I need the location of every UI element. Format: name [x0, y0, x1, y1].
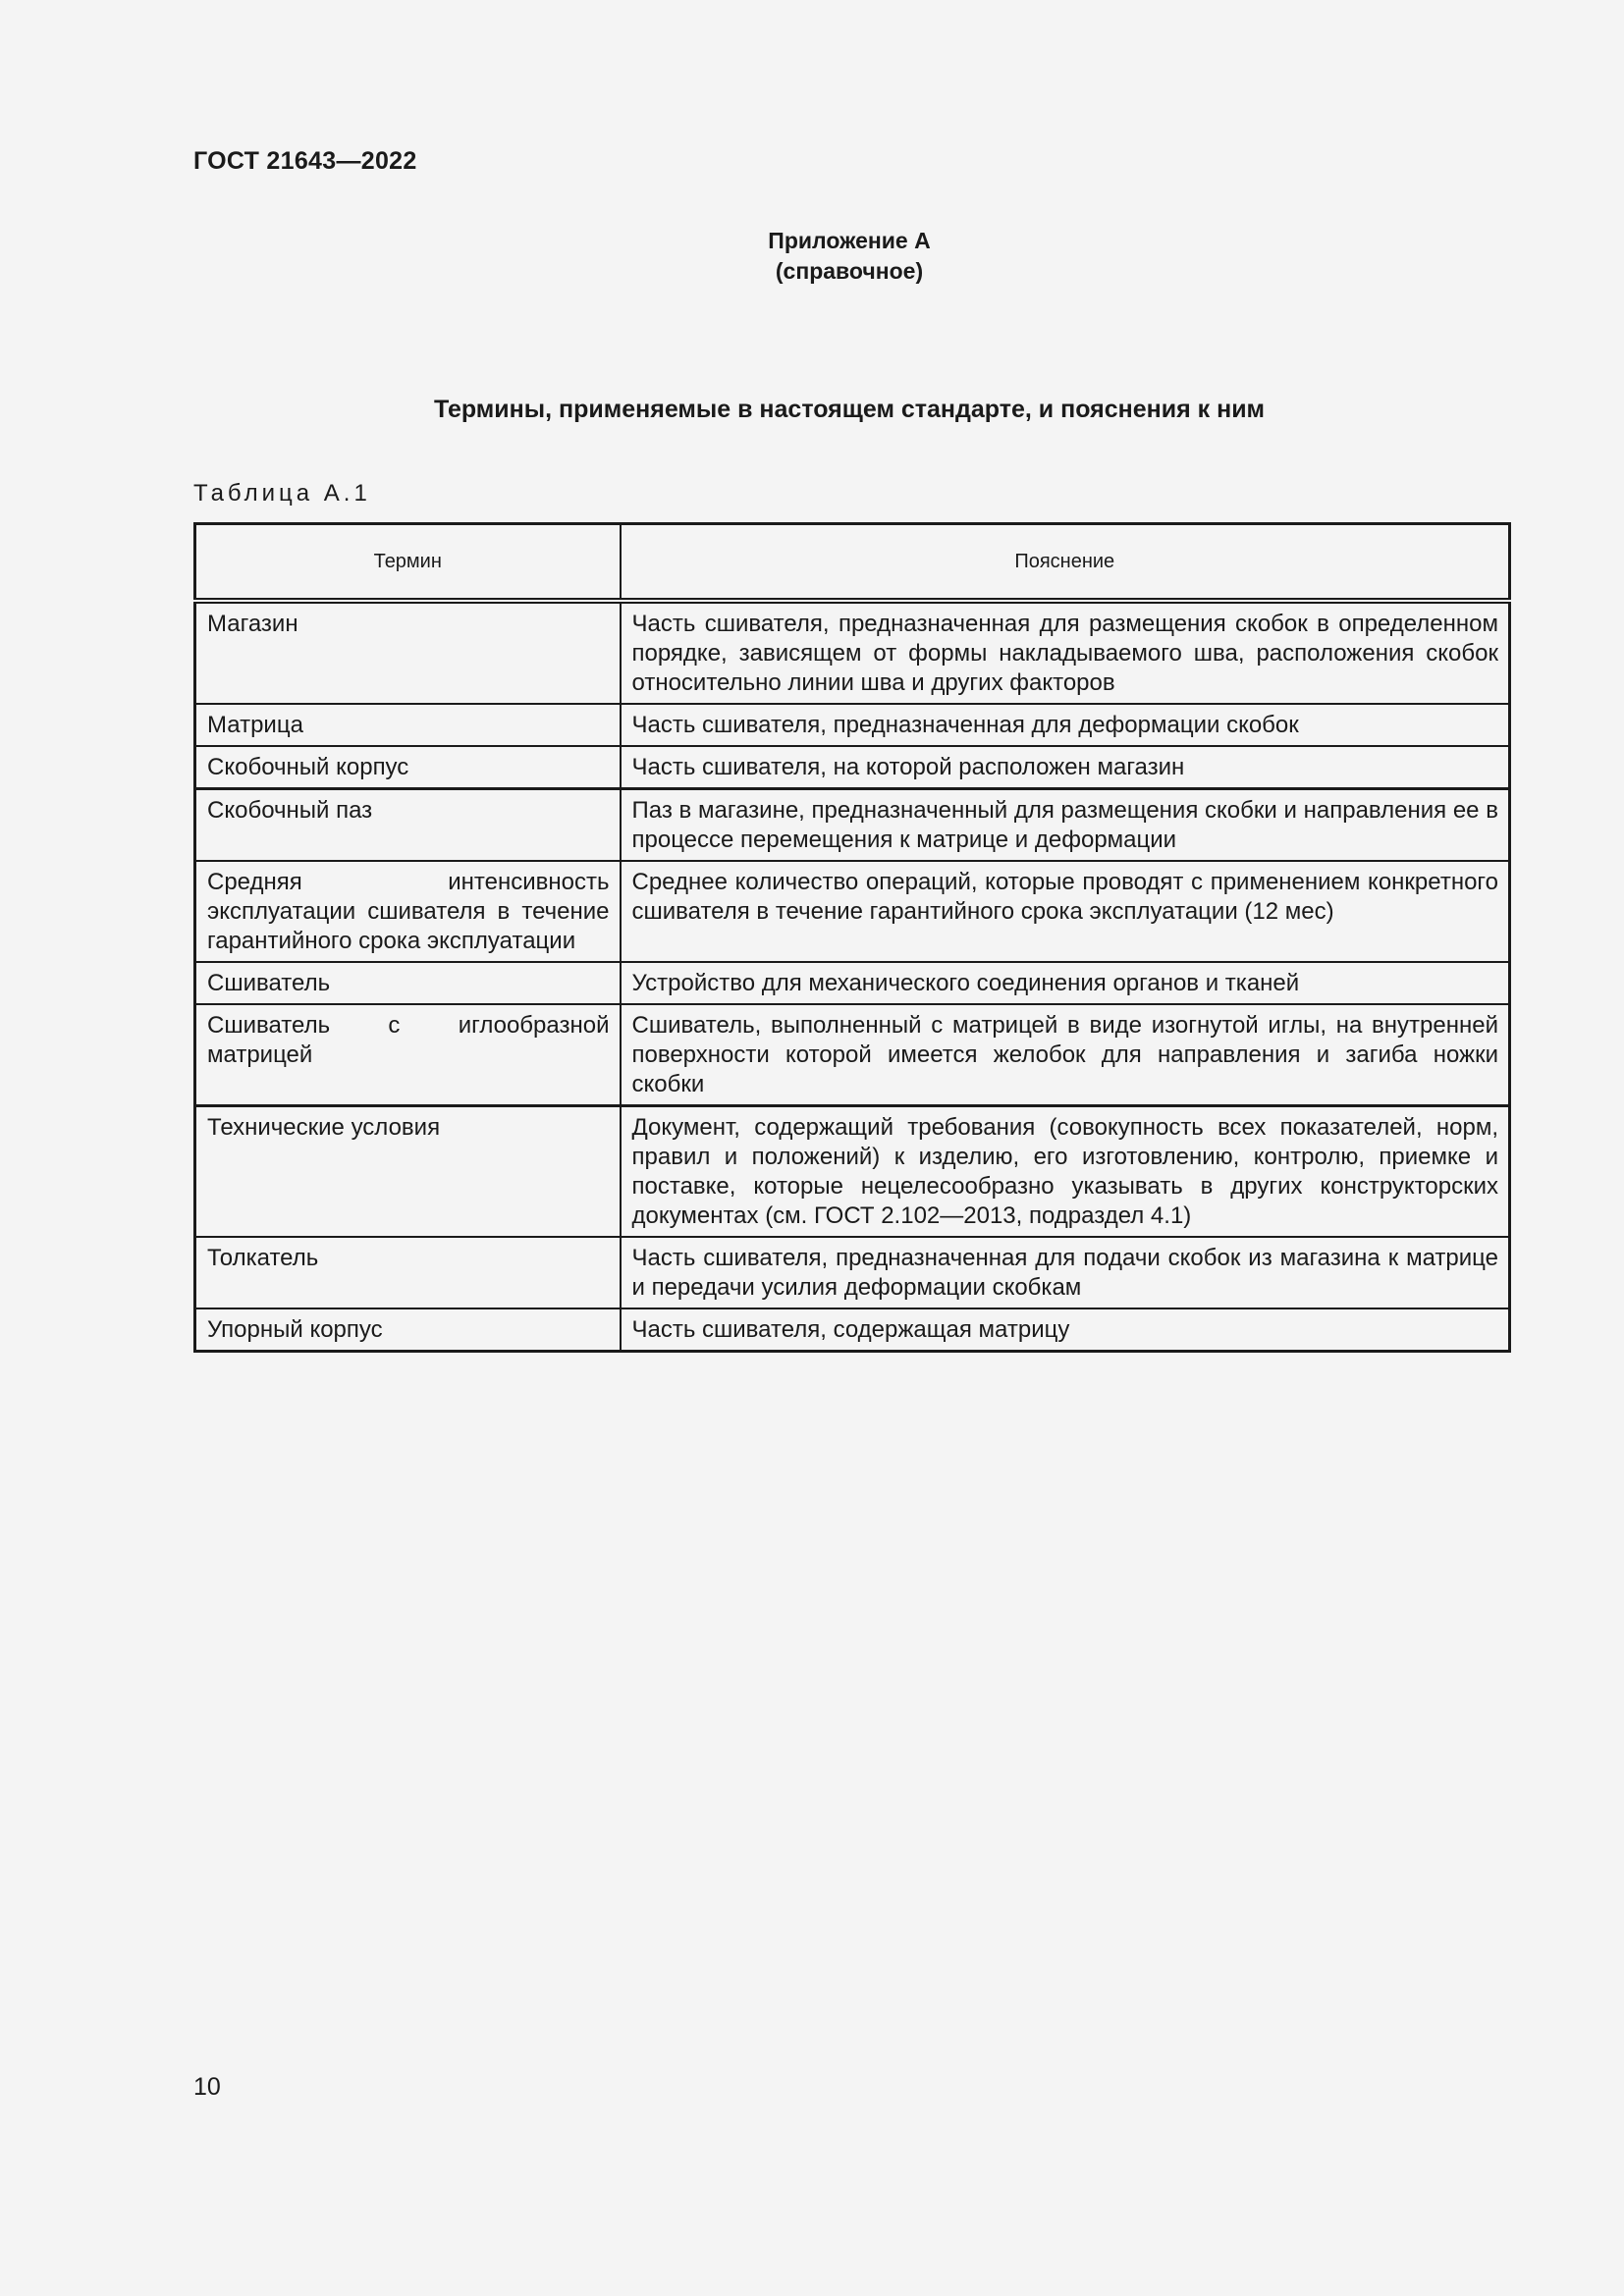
- document-id: ГОСТ 21643—2022: [193, 147, 417, 175]
- term-cell: Сшиватель: [195, 962, 621, 1004]
- table-row: [195, 789, 1510, 862]
- term-cell: Сшиватель с иглообразной матрицей: [195, 1004, 621, 1106]
- explanation-cell: Часть сшивателя, предназначенная для размещения скобок в определенном порядке, зависящем от формы накладываемого шва, расположения скобок относительно линии шва и других факторов: [621, 601, 1510, 704]
- section-title: Термины, применяемые в настоящем стандарте, и пояснения к ним: [433, 396, 1266, 423]
- table-caption: Таблица А.1: [193, 480, 371, 507]
- table-row: [195, 1106, 1510, 1238]
- table-row: [195, 1237, 1510, 1308]
- explanation-cell: Часть сшивателя, предназначенная для деформации скобок: [621, 704, 1510, 746]
- explanation-cell: Часть сшивателя, предназначенная для подачи скобок из магазина к матрице и передачи усилия деформации скобкам: [621, 1237, 1510, 1308]
- table-row: [195, 601, 1510, 704]
- explanation-cell: Часть сшивателя, на которой расположен магазин: [621, 746, 1510, 789]
- explanation-cell: Устройство для механического соединения органов и тканей: [621, 962, 1510, 1004]
- table-row: [195, 746, 1510, 789]
- term-cell: Упорный корпус: [195, 1308, 621, 1352]
- table-header-row: [195, 524, 1510, 602]
- term-cell: Магазин: [195, 601, 621, 704]
- explanation-cell: Документ, содержащий требования (совокупность всех показателей, норм, правил и положений) к изделию, его изготовлению, контролю, приемке и поставке, которые нецелесообразно указывать в других конструкторских документах (см. ГОСТ 2.102—2013, подраздел 4.1): [621, 1106, 1510, 1238]
- term-cell: Матрица: [195, 704, 621, 746]
- column-header-term: Термин: [195, 524, 621, 602]
- appendix-heading: [0, 226, 1624, 287]
- term-cell: Скобочный корпус: [195, 746, 621, 789]
- table-row: [195, 962, 1510, 1004]
- table-row: [195, 861, 1510, 962]
- column-header-explanation: Пояснение: [621, 524, 1510, 602]
- terms-table: [193, 522, 1511, 1353]
- table-row: [195, 704, 1510, 746]
- page-number: 10: [193, 2073, 221, 2101]
- term-cell: Скобочный паз: [195, 789, 621, 862]
- term-cell: Толкатель: [195, 1237, 621, 1308]
- appendix-subtitle: (справочное): [775, 258, 924, 284]
- appendix-title: Приложение А: [768, 228, 931, 253]
- table-row: [195, 1308, 1510, 1352]
- term-cell: Технические условия: [195, 1106, 621, 1238]
- explanation-cell: Сшиватель, выполненный с матрицей в виде изогнутой иглы, на внутренней поверхности которой имеется желобок для направления и загиба ножки скобки: [621, 1004, 1510, 1106]
- explanation-cell: Часть сшивателя, содержащая матрицу: [621, 1308, 1510, 1352]
- explanation-cell: Среднее количество операций, которые проводят с применением конкретного сшивателя в течение гарантийного срока эксплуатации (12 мес): [621, 861, 1510, 962]
- table-row: [195, 1004, 1510, 1106]
- term-cell: Средняя интенсивность эксплуатации сшивателя в течение гарантийного срока эксплуатации: [195, 861, 621, 962]
- explanation-cell: Паз в магазине, предназначенный для размещения скобки и направления ее в процессе перемещения к матрице и деформации: [621, 789, 1510, 862]
